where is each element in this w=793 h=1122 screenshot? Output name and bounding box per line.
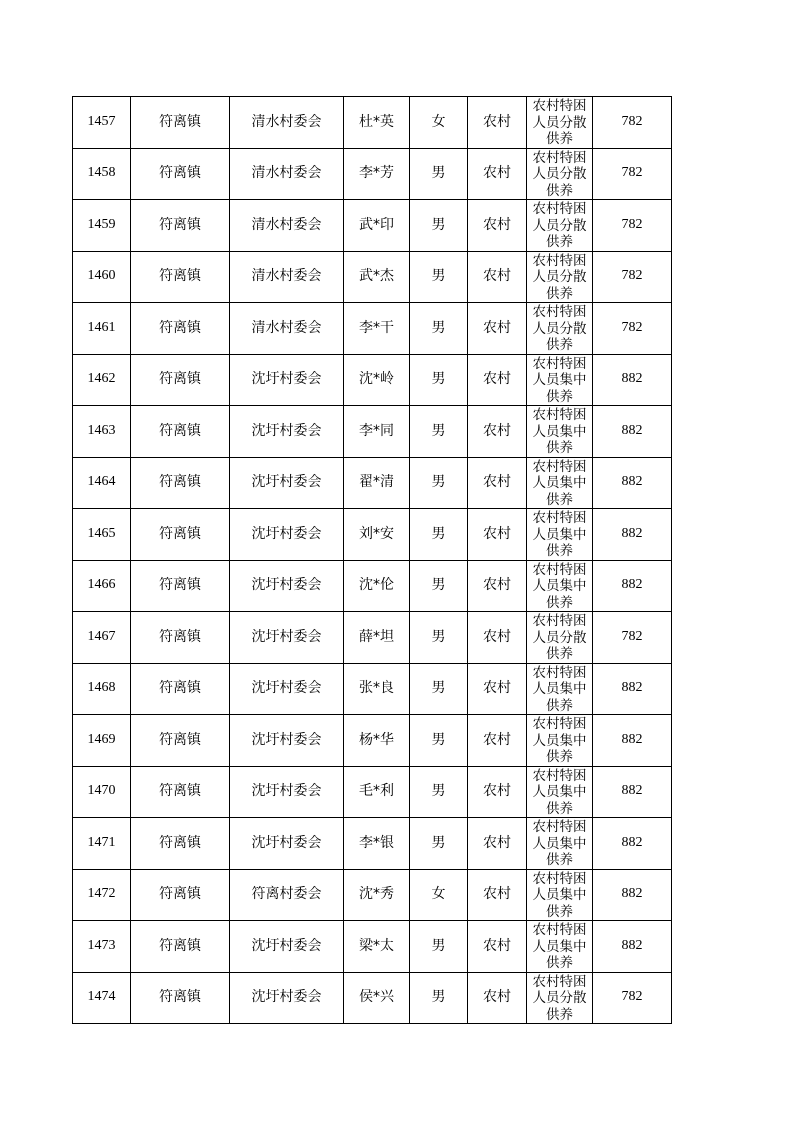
support-type-text: 农村特困人员集中供养: [532, 510, 587, 559]
cell-village-committee: 沈圩村委会: [230, 663, 344, 715]
cell-town: 符离镇: [131, 612, 230, 664]
support-type-text: 农村特困人员集中供养: [532, 458, 587, 508]
cell-amount: 782: [593, 97, 672, 149]
cell-serial-number: 1468: [73, 663, 131, 715]
cell-amount: 882: [593, 457, 672, 509]
cell-area-type: 农村: [468, 972, 527, 1024]
cell-serial-number: 1466: [73, 560, 131, 612]
cell-person-name: 薛*坦: [344, 612, 410, 664]
cell-village-committee: 清水村委会: [230, 148, 344, 200]
cell-serial-number: 1462: [73, 354, 131, 406]
cell-person-name: 翟*清: [344, 457, 410, 509]
cell-village-committee: 符离村委会: [230, 869, 344, 921]
cell-amount: 782: [593, 148, 672, 200]
cell-town: 符离镇: [131, 406, 230, 458]
cell-amount: 882: [593, 354, 672, 406]
table-row: [73, 97, 672, 149]
cell-serial-number: 1470: [73, 766, 131, 818]
cell-amount: 882: [593, 663, 672, 715]
cell-amount: 782: [593, 200, 672, 252]
cell-amount: 882: [593, 560, 672, 612]
cell-serial-number: 1463: [73, 406, 131, 458]
cell-support-type: [527, 97, 593, 149]
support-type-text: 农村特困人员集中供养: [532, 819, 587, 868]
cell-serial-number: 1458: [73, 148, 131, 200]
cell-support-type: [527, 818, 593, 870]
cell-village-committee: 沈圩村委会: [230, 972, 344, 1024]
cell-area-type: 农村: [468, 354, 527, 406]
cell-person-name: 杜*英: [344, 97, 410, 149]
cell-village-committee: 沈圩村委会: [230, 457, 344, 509]
cell-support-type: [527, 303, 593, 355]
cell-town: 符离镇: [131, 818, 230, 870]
cell-gender: 男: [410, 406, 468, 458]
cell-town: 符离镇: [131, 509, 230, 561]
support-type-text: 农村特困人员分散供养: [532, 613, 587, 662]
cell-village-committee: 沈圩村委会: [230, 766, 344, 818]
cell-support-type: [527, 972, 593, 1024]
cell-serial-number: 1467: [73, 612, 131, 664]
support-type-text: 农村特困人员分散供养: [532, 98, 587, 147]
cell-person-name: 侯*兴: [344, 972, 410, 1024]
support-type-text: 农村特困人员分散供养: [532, 201, 587, 250]
cell-serial-number: 1464: [73, 457, 131, 509]
cell-person-name: 李*银: [344, 818, 410, 870]
cell-support-type: [527, 509, 593, 561]
cell-gender: 男: [410, 200, 468, 252]
cell-person-name: 梁*太: [344, 921, 410, 973]
cell-support-type: [527, 148, 593, 200]
cell-town: 符离镇: [131, 715, 230, 767]
cell-gender: 男: [410, 148, 468, 200]
table-row: [73, 303, 672, 355]
cell-person-name: 武*杰: [344, 251, 410, 303]
table-row: [73, 354, 672, 406]
cell-town: 符离镇: [131, 560, 230, 612]
cell-person-name: 沈*岭: [344, 354, 410, 406]
cell-person-name: 李*同: [344, 406, 410, 458]
support-type-text: 农村特困人员集中供养: [532, 870, 587, 920]
support-type-text: 农村特困人员集中供养: [532, 664, 587, 714]
cell-area-type: 农村: [468, 251, 527, 303]
support-type-text: 农村特困人员集中供养: [532, 767, 587, 817]
cell-area-type: 农村: [468, 406, 527, 458]
cell-support-type: [527, 921, 593, 973]
support-type-text: 农村特困人员集中供养: [532, 355, 587, 405]
cell-support-type: [527, 560, 593, 612]
cell-town: 符离镇: [131, 766, 230, 818]
cell-village-committee: 清水村委会: [230, 200, 344, 252]
cell-gender: 男: [410, 509, 468, 561]
table-row: [73, 406, 672, 458]
cell-town: 符离镇: [131, 200, 230, 252]
cell-town: 符离镇: [131, 148, 230, 200]
cell-serial-number: 1473: [73, 921, 131, 973]
cell-amount: 882: [593, 715, 672, 767]
roster-body: [73, 97, 672, 1024]
cell-town: 符离镇: [131, 457, 230, 509]
cell-area-type: 农村: [468, 457, 527, 509]
roster-table: [72, 96, 672, 1024]
cell-amount: 782: [593, 612, 672, 664]
table-row: [73, 663, 672, 715]
cell-gender: 男: [410, 972, 468, 1024]
cell-amount: 882: [593, 921, 672, 973]
table-row: [73, 869, 672, 921]
cell-person-name: 沈*秀: [344, 869, 410, 921]
cell-amount: 882: [593, 406, 672, 458]
cell-gender: 男: [410, 612, 468, 664]
cell-support-type: [527, 354, 593, 406]
cell-serial-number: 1474: [73, 972, 131, 1024]
cell-amount: 782: [593, 251, 672, 303]
cell-amount: 882: [593, 766, 672, 818]
table-row: [73, 457, 672, 509]
cell-town: 符离镇: [131, 972, 230, 1024]
cell-serial-number: 1469: [73, 715, 131, 767]
cell-amount: 882: [593, 818, 672, 870]
cell-town: 符离镇: [131, 303, 230, 355]
cell-village-committee: 沈圩村委会: [230, 612, 344, 664]
cell-area-type: 农村: [468, 148, 527, 200]
table-row: [73, 148, 672, 200]
cell-gender: 男: [410, 818, 468, 870]
cell-support-type: [527, 612, 593, 664]
cell-amount: 782: [593, 972, 672, 1024]
cell-town: 符离镇: [131, 251, 230, 303]
table-row: [73, 818, 672, 870]
cell-gender: 女: [410, 97, 468, 149]
support-type-text: 农村特困人员分散供养: [532, 973, 587, 1023]
table-row: [73, 560, 672, 612]
cell-support-type: [527, 406, 593, 458]
cell-area-type: 农村: [468, 303, 527, 355]
cell-gender: 男: [410, 663, 468, 715]
cell-area-type: 农村: [468, 818, 527, 870]
cell-support-type: [527, 715, 593, 767]
table-row: [73, 509, 672, 561]
cell-gender: 男: [410, 251, 468, 303]
support-type-text: 农村特困人员分散供养: [532, 149, 587, 199]
cell-serial-number: 1465: [73, 509, 131, 561]
cell-amount: 782: [593, 303, 672, 355]
cell-village-committee: 清水村委会: [230, 97, 344, 149]
table-row: [73, 612, 672, 664]
support-type-text: 农村特困人员集中供养: [532, 716, 587, 765]
cell-town: 符离镇: [131, 921, 230, 973]
cell-gender: 女: [410, 869, 468, 921]
cell-gender: 男: [410, 715, 468, 767]
cell-person-name: 李*干: [344, 303, 410, 355]
table-row: [73, 251, 672, 303]
cell-town: 符离镇: [131, 663, 230, 715]
cell-serial-number: 1459: [73, 200, 131, 252]
cell-town: 符离镇: [131, 869, 230, 921]
cell-gender: 男: [410, 766, 468, 818]
cell-town: 符离镇: [131, 354, 230, 406]
cell-serial-number: 1457: [73, 97, 131, 149]
cell-person-name: 武*印: [344, 200, 410, 252]
cell-gender: 男: [410, 921, 468, 973]
cell-gender: 男: [410, 560, 468, 612]
support-type-text: 农村特困人员分散供养: [532, 304, 587, 353]
cell-area-type: 农村: [468, 200, 527, 252]
cell-support-type: [527, 457, 593, 509]
cell-village-committee: 沈圩村委会: [230, 715, 344, 767]
table-row: [73, 921, 672, 973]
table-row: [73, 715, 672, 767]
cell-village-committee: 沈圩村委会: [230, 354, 344, 406]
cell-serial-number: 1460: [73, 251, 131, 303]
cell-person-name: 杨*华: [344, 715, 410, 767]
cell-town: 符离镇: [131, 97, 230, 149]
cell-support-type: [527, 869, 593, 921]
cell-area-type: 农村: [468, 560, 527, 612]
cell-area-type: 农村: [468, 921, 527, 973]
cell-gender: 男: [410, 354, 468, 406]
cell-village-committee: 清水村委会: [230, 303, 344, 355]
cell-area-type: 农村: [468, 97, 527, 149]
cell-person-name: 沈*伦: [344, 560, 410, 612]
table-row: [73, 972, 672, 1024]
cell-support-type: [527, 251, 593, 303]
cell-area-type: 农村: [468, 612, 527, 664]
cell-gender: 男: [410, 303, 468, 355]
cell-person-name: 张*良: [344, 663, 410, 715]
cell-gender: 男: [410, 457, 468, 509]
table-row: [73, 200, 672, 252]
support-type-text: 农村特困人员集中供养: [532, 407, 587, 456]
cell-village-committee: 沈圩村委会: [230, 560, 344, 612]
support-type-text: 农村特困人员集中供养: [532, 561, 587, 611]
cell-amount: 882: [593, 869, 672, 921]
cell-serial-number: 1461: [73, 303, 131, 355]
cell-area-type: 农村: [468, 663, 527, 715]
cell-support-type: [527, 663, 593, 715]
cell-area-type: 农村: [468, 766, 527, 818]
cell-serial-number: 1472: [73, 869, 131, 921]
cell-village-committee: 沈圩村委会: [230, 509, 344, 561]
table-row: [73, 766, 672, 818]
cell-person-name: 刘*安: [344, 509, 410, 561]
cell-support-type: [527, 766, 593, 818]
cell-amount: 882: [593, 509, 672, 561]
cell-support-type: [527, 200, 593, 252]
cell-village-committee: 清水村委会: [230, 251, 344, 303]
cell-area-type: 农村: [468, 715, 527, 767]
cell-area-type: 农村: [468, 869, 527, 921]
cell-village-committee: 沈圩村委会: [230, 406, 344, 458]
cell-village-committee: 沈圩村委会: [230, 818, 344, 870]
support-type-text: 农村特困人员分散供养: [532, 252, 587, 302]
cell-area-type: 农村: [468, 509, 527, 561]
cell-person-name: 毛*利: [344, 766, 410, 818]
cell-village-committee: 沈圩村委会: [230, 921, 344, 973]
cell-person-name: 李*芳: [344, 148, 410, 200]
support-type-text: 农村特困人员集中供养: [532, 922, 587, 971]
cell-serial-number: 1471: [73, 818, 131, 870]
